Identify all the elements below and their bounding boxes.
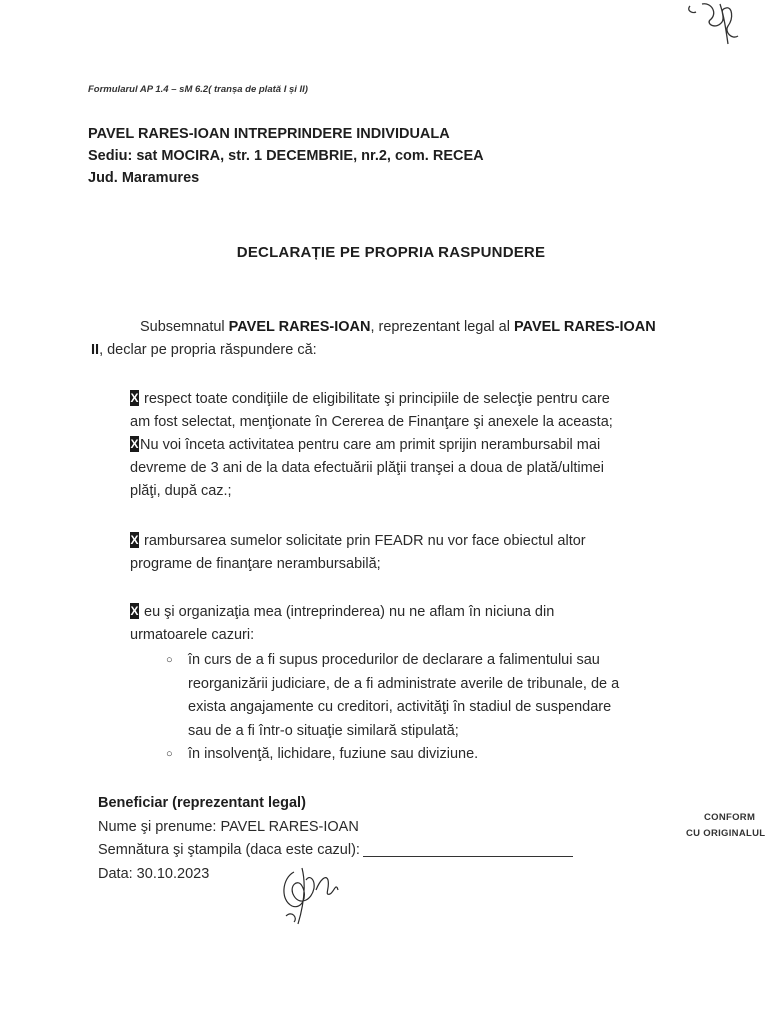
circle-bullet-icon: ○ [166,748,173,760]
sub-item-line: exista angajamente cu creditori, activităţi în stadiul de suspendare [188,699,612,715]
item-text-line: devreme de 3 ani de la data efectuării plăţii tranşei a doua de plată/ultimei [130,460,604,476]
beneficiary-name: Nume şi prenume: PAVEL RARES-IOAN [98,818,359,835]
date-line: Data: 30.10.2023 [98,865,210,882]
stamp-line-1: CONFORM [704,812,756,823]
item-text-line: respect toate condiţiile de eligibilitate şi principiile de selecţie pentru care [144,391,610,407]
item-text-line: programe de finanţare nerambursabilă; [130,556,381,572]
circle-bullet-icon: ○ [166,654,173,666]
declaration-item [130,530,698,576]
intro-paragraph [91,316,731,362]
checkbox-mark: X [130,391,139,405]
handwritten-signature [272,860,350,930]
intro-prefix: Subsemnatul [140,319,229,335]
beneficiary-heading: Beneficiar (reprezentant legal) [98,795,306,811]
sub-item [166,743,706,767]
stamp-line-2: CU ORIGINALUL [686,828,766,839]
signature-label: Semnătura şi ştampila (daca este cazul): [98,842,360,858]
form-reference: Formularul AP 1.4 – sM 6.2( tranșa de plată I și II) [88,84,308,95]
declarant-name: PAVEL RARES-IOAN [228,319,371,335]
sub-item-line: reorganizării judiciare, de a fi administrate averile de tribunale, de a [188,675,620,692]
checkbox-mark: X [130,604,139,618]
sub-item-line: în curs de a fi supus procedurilor de declarare a falimentului sau [188,652,600,668]
sub-item-line: în insolvenţă, lichidare, fuziune sau diviziune. [188,746,479,762]
item-text-line: Nu voi înceta activitatea pentru care am primit sprijin nerambursabil mai [140,437,601,453]
corner-signature-mark [682,0,752,48]
declaration-item [130,388,698,434]
signature-field [98,839,573,863]
signature-underline [363,842,573,857]
conform-stamp [686,810,765,842]
sub-item [166,649,706,743]
item-text-line: am fost selectat, menţionate în Cererea de Finanţare şi anexele la aceasta; [130,414,613,430]
checkbox-mark: X [130,437,139,451]
declaration-item [130,601,698,647]
document-title: DECLARAȚIE PE PROPRIA RASPUNDERE [236,244,546,261]
checkbox-mark: X [130,533,139,547]
entity-suffix: II [91,342,100,358]
company-county: Jud. Maramures [88,170,200,186]
company-header [88,123,484,189]
declaration-item [130,434,698,503]
document-title-wrap [0,244,768,261]
item-text-line: plăţi, după caz.; [130,483,232,499]
company-name: PAVEL RARES-IOAN INTREPRINDERE INDIVIDUALA [88,126,450,142]
item-text-line: eu şi organizaţia mea (intreprinderea) nu ne aflam în niciuna din [144,604,555,620]
item-text-line: urmatoarele cazuri: [130,627,255,643]
item-text-line: rambursarea sumelor solicitate prin FEADR nu vor face obiectul altor [144,533,586,549]
sub-item-list [166,649,706,767]
entity-name: PAVEL RARES-IOAN [513,319,656,335]
intro-middle: , reprezentant legal al [370,319,514,335]
company-address: Sediu: sat MOCIRA, str. 1 DECEMBRIE, nr.2, com. RECEA [88,148,484,164]
intro-suffix: , declar pe propria răspundere că: [99,342,317,358]
sub-item-line: sau de a fi într-o situaţie similară stipulată; [188,722,459,739]
